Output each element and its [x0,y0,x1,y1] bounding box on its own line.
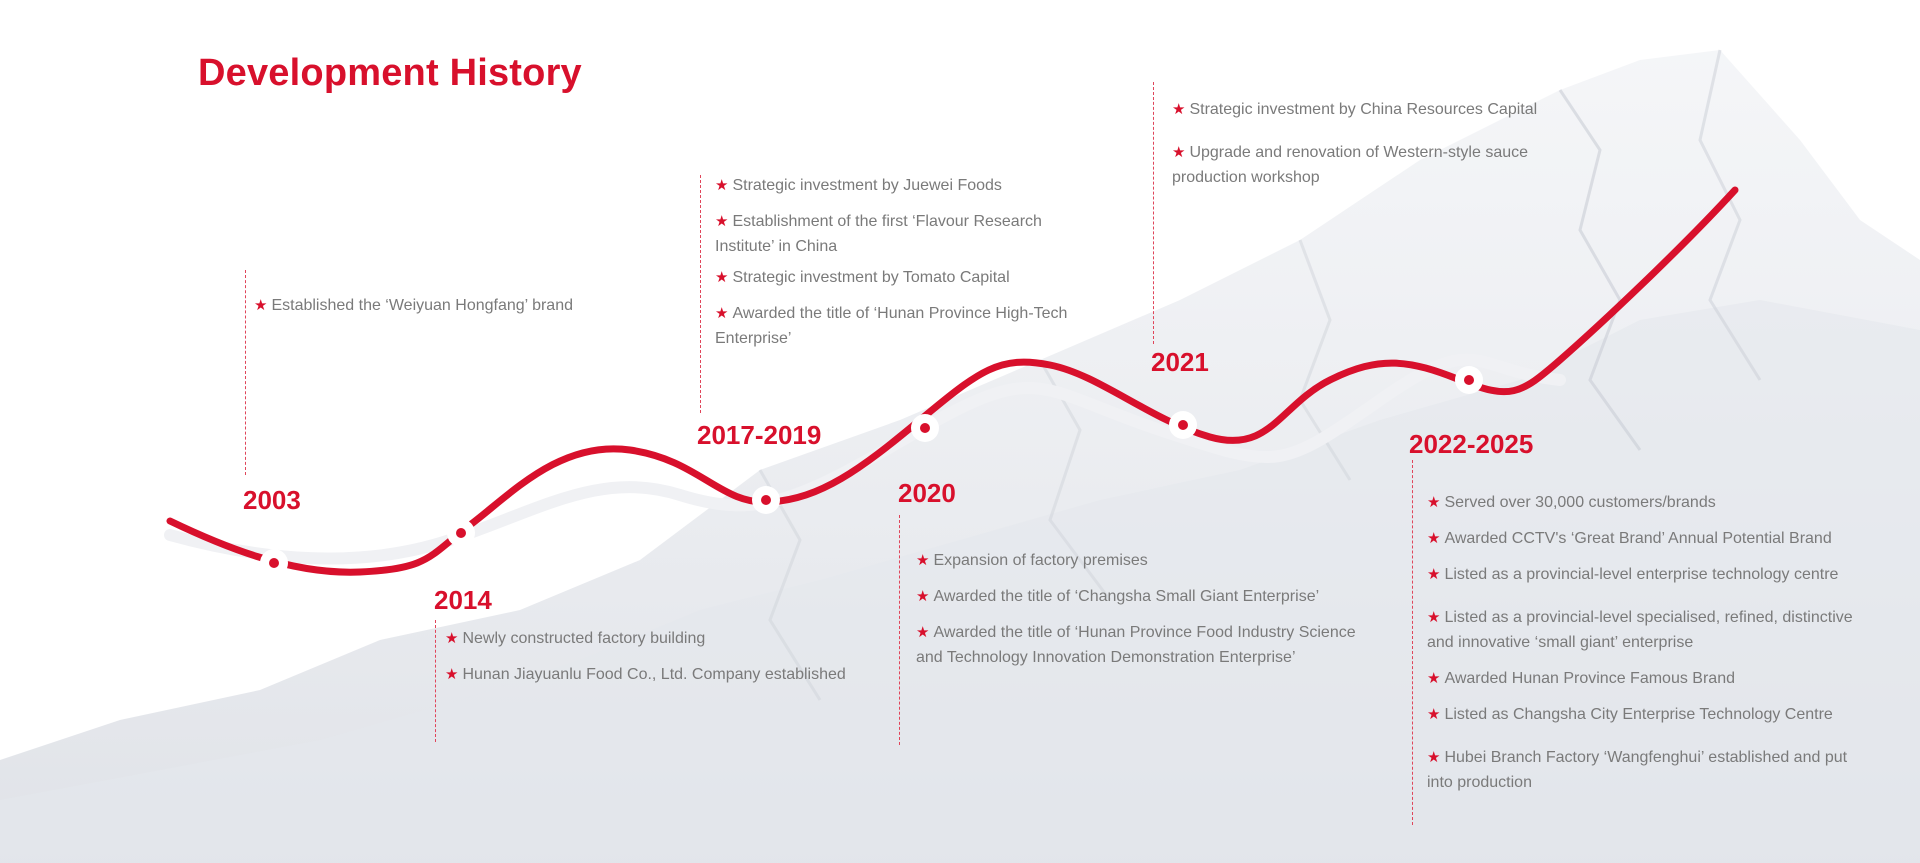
star-icon: ★ [1427,609,1441,626]
list-item: ★ Strategic investment by China Resources Capital [1172,101,1538,118]
list-item: ★ Hubei Branch Factory ‘Wangfenghui’ established and put into production [1427,749,1848,791]
page-title: Development History [198,52,582,94]
list-item: ★ Listed as a provincial-level specialised, refined, distinctive and innovative ‘small giant’ enterprise [1427,609,1853,651]
star-icon: ★ [715,213,729,230]
list-item: ★ Listed as a provincial-level enterprise technology centre [1427,566,1839,583]
milestone-year-2003: 2003 [243,485,301,515]
list-item: ★ Newly constructed factory building [445,630,706,647]
list-item: ★ Awarded the title of ‘Changsha Small Giant Enterprise’ [916,588,1320,605]
milestone-year-2017-2019: 2017-2019 [697,420,822,450]
dashed-connector-2014 [435,620,436,742]
milestone-list-2014 [445,626,895,687]
milestone-year-2022-2025: 2022-2025 [1409,429,1534,459]
list-item: ★ Established the ‘Weiyuan Hongfang’ brand [254,297,573,314]
list-item: ★ Strategic investment by Tomato Capital [715,269,1010,286]
list-item: ★ Establishment of the first ‘Flavour Research Institute’ in China [715,213,1042,255]
milestone-year-2020: 2020 [898,478,956,508]
list-item: ★ Awarded CCTV's ‘Great Brand’ Annual Potential Brand [1427,530,1832,547]
milestone-list-2021 [1172,97,1592,190]
timeline-dot-2021 [1169,411,1197,439]
milestone-year-2014: 2014 [434,585,492,615]
timeline-dot-2017-2019 [752,486,780,514]
star-icon: ★ [916,588,930,605]
star-icon: ★ [715,269,729,286]
star-icon: ★ [916,624,930,641]
star-icon: ★ [445,666,459,683]
star-icon: ★ [445,630,459,647]
star-icon: ★ [1172,144,1186,161]
list-item: ★ Served over 30,000 customers/brands [1427,494,1716,511]
list-item: ★ Awarded the title of ‘Hunan Province Food Industry Science and Technology Innovation Demonstration Enterprise’ [916,624,1356,666]
timeline-dot-2003 [260,549,288,577]
list-item: ★ Expansion of factory premises [916,552,1148,569]
list-item: ★ Strategic investment by Juewei Foods [715,177,1002,194]
milestone-list-2003 [254,293,674,318]
star-icon: ★ [1427,494,1441,511]
star-icon: ★ [1427,566,1441,583]
star-icon: ★ [715,177,729,194]
dashed-connector-2022-2025 [1412,460,1413,825]
star-icon: ★ [1427,749,1441,766]
milestone-list-2020 [916,548,1386,670]
list-item: ★ Upgrade and renovation of Western-style sauce production workshop [1172,144,1529,186]
dashed-connector-2020 [899,515,900,745]
star-icon: ★ [1427,670,1441,687]
list-item: ★ Hunan Jiayuanlu Food Co., Ltd. Company established [445,666,846,683]
star-icon: ★ [715,305,729,322]
list-item: ★ Listed as Changsha City Enterprise Technology Centre [1427,706,1833,723]
list-item: ★ Awarded the title of ‘Hunan Province High-Tech Enterprise’ [715,305,1068,347]
star-icon: ★ [254,297,268,314]
timeline-dot-2014 [447,519,475,547]
milestone-year-2021: 2021 [1151,347,1209,377]
milestone-list-2017-2019 [715,173,1095,351]
star-icon: ★ [1427,530,1441,547]
star-icon: ★ [916,552,930,569]
timeline-dot-2020 [911,414,939,442]
timeline-dot-2022-2025 [1455,366,1483,394]
milestone-list-2022-2025 [1427,490,1867,795]
dashed-connector-2003 [245,270,246,475]
star-icon: ★ [1172,101,1186,118]
list-item: ★ Awarded Hunan Province Famous Brand [1427,670,1735,687]
star-icon: ★ [1427,706,1441,723]
dashed-connector-2021 [1153,82,1154,344]
dashed-connector-2017-2019 [700,175,701,413]
